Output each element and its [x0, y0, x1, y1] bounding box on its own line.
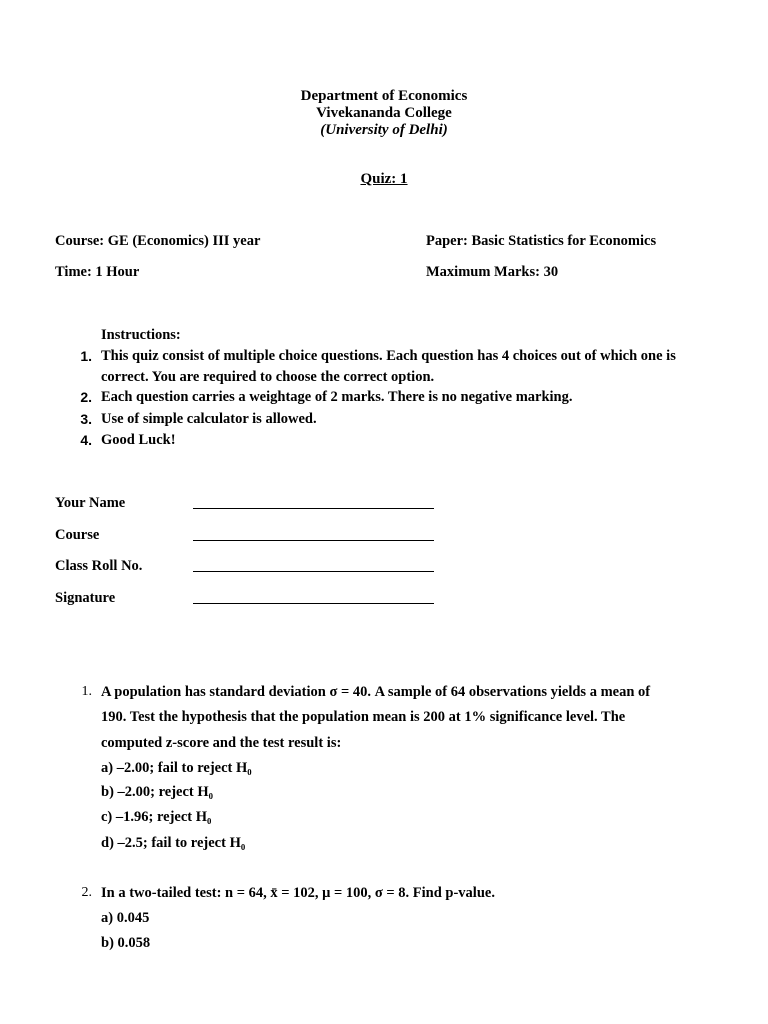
field-line-signature[interactable]	[193, 603, 434, 604]
instructions-heading: Instructions:	[101, 327, 181, 343]
instruction-number: 4.	[80, 432, 92, 448]
question-option: b) –2.00; reject H₀	[101, 784, 213, 800]
max-marks-info: Maximum Marks: 30	[426, 264, 559, 280]
instruction-item: This quiz consist of multiple choice questions. Each question has 4 choices out of which one is	[101, 348, 676, 364]
question-option: d) –2.5; fail to reject H₀	[101, 835, 246, 851]
instruction-item-cont: correct. You are required to choose the correct option.	[101, 369, 435, 385]
field-line-course[interactable]	[193, 540, 434, 541]
question-option: b) 0.058	[101, 935, 151, 951]
course-info: Course: GE (Economics) III year	[55, 233, 261, 249]
paper-info: Paper: Basic Statistics for Economics	[426, 233, 657, 249]
field-label-name: Your Name	[55, 495, 126, 511]
instruction-number: 3.	[80, 411, 92, 427]
field-label-roll: Class Roll No.	[55, 558, 143, 574]
question-text: In a two-tailed test: n = 64, x̄ = 102, μ = 100, σ = 8. Find p-value.	[101, 885, 495, 901]
field-line-roll[interactable]	[193, 571, 434, 572]
quiz-title: Quiz: 1	[360, 171, 408, 187]
time-info: Time: 1 Hour	[55, 264, 140, 280]
question-text: 190. Test the hypothesis that the population mean is 200 at 1% significance level. The	[101, 709, 626, 725]
question-text: computed z-score and the test result is:	[101, 735, 342, 751]
question-option: c) –1.96; reject H₀	[101, 809, 212, 825]
field-label-signature: Signature	[55, 590, 116, 606]
field-label-course: Course	[55, 527, 100, 543]
question-number: 2.	[81, 885, 92, 900]
university-name: (University of Delhi)	[320, 122, 448, 138]
college-name: Vivekananda College	[316, 105, 452, 121]
question-option: a) –2.00; fail to reject H₀	[101, 760, 252, 776]
question-number: 1.	[81, 684, 92, 699]
department-name: Department of Economics	[300, 88, 468, 104]
quiz-title-wrap	[0, 171, 768, 188]
instruction-item: Use of simple calculator is allowed.	[101, 411, 317, 427]
question-option: a) 0.045	[101, 910, 150, 926]
instruction-number: 1.	[80, 348, 92, 364]
field-line-name[interactable]	[193, 508, 434, 509]
question-text: A population has standard deviation σ = 40. A sample of 64 observations yields a mean of	[101, 684, 651, 700]
instruction-number: 2.	[80, 389, 92, 405]
instruction-item: Good Luck!	[101, 432, 176, 448]
instruction-item: Each question carries a weightage of 2 marks. There is no negative marking.	[101, 389, 573, 405]
